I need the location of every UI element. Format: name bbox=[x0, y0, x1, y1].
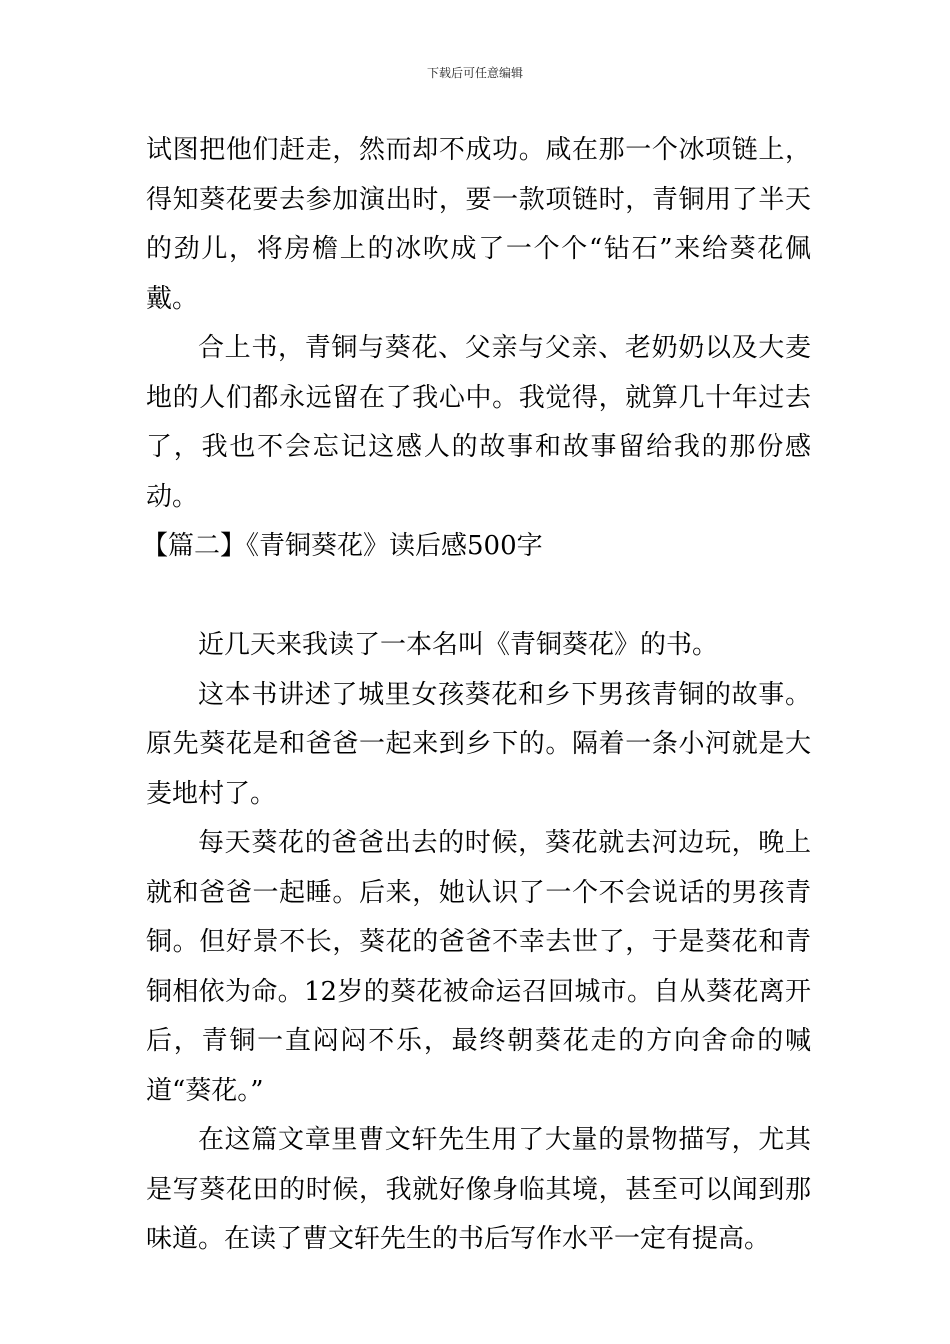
paragraph-1: 试图把他们赶走，然而却不成功。咸在那一个冰项链上，得知葵花要去参加演出时，要一款项链时，青铜用了半天的劲儿，将房檐上的冰吹成了一个个“钻石”来给葵花佩戴。 bbox=[146, 135, 811, 314]
paragraph-5: 每天葵花的爸爸出去的时候，葵花就去河边玩，晚上就和爸爸一起睡。后来，她认识了一个不会说话的男孩青铜。但好景不长，葵花的爸爸不幸去世了，于是葵花和青铜相依为命。12岁的葵花被命运召回城市。自从葵花离开后，青铜一直闷闷不乐，最终朝葵花走的方向舍命的喊道“葵花。” bbox=[146, 828, 811, 1106]
document-body bbox=[142, 126, 811, 1265]
blank-line bbox=[146, 572, 811, 622]
paragraph-4: 这本书讲述了城里女孩葵花和乡下男孩青铜的故事。原先葵花是和爸爸一起来到乡下的。隔着一条小河就是大麦地村了。 bbox=[146, 679, 811, 809]
section-title: 【篇二】《青铜葵花》读后感500字 bbox=[142, 531, 543, 561]
paragraph-2: 合上书，青铜与葵花、父亲与父亲、老奶奶以及大麦地的人们都永远留在了我心中。我觉得，就算几十年过去了，我也不会忘记这感人的故事和故事留给我的那份感动。 bbox=[146, 333, 811, 512]
paragraph-3: 近几天来我读了一本名叫《青铜葵花》的书。 bbox=[198, 630, 719, 660]
paragraph-6: 在这篇文章里曹文轩先生用了大量的景物描写，尤其是写葵花田的时候，我就好像身临其境，甚至可以闻到那味道。在读了曹文轩先生的书后写作水平一定有提高。 bbox=[146, 1125, 811, 1254]
page-header: 下载后可任意编辑 bbox=[426, 66, 523, 80]
